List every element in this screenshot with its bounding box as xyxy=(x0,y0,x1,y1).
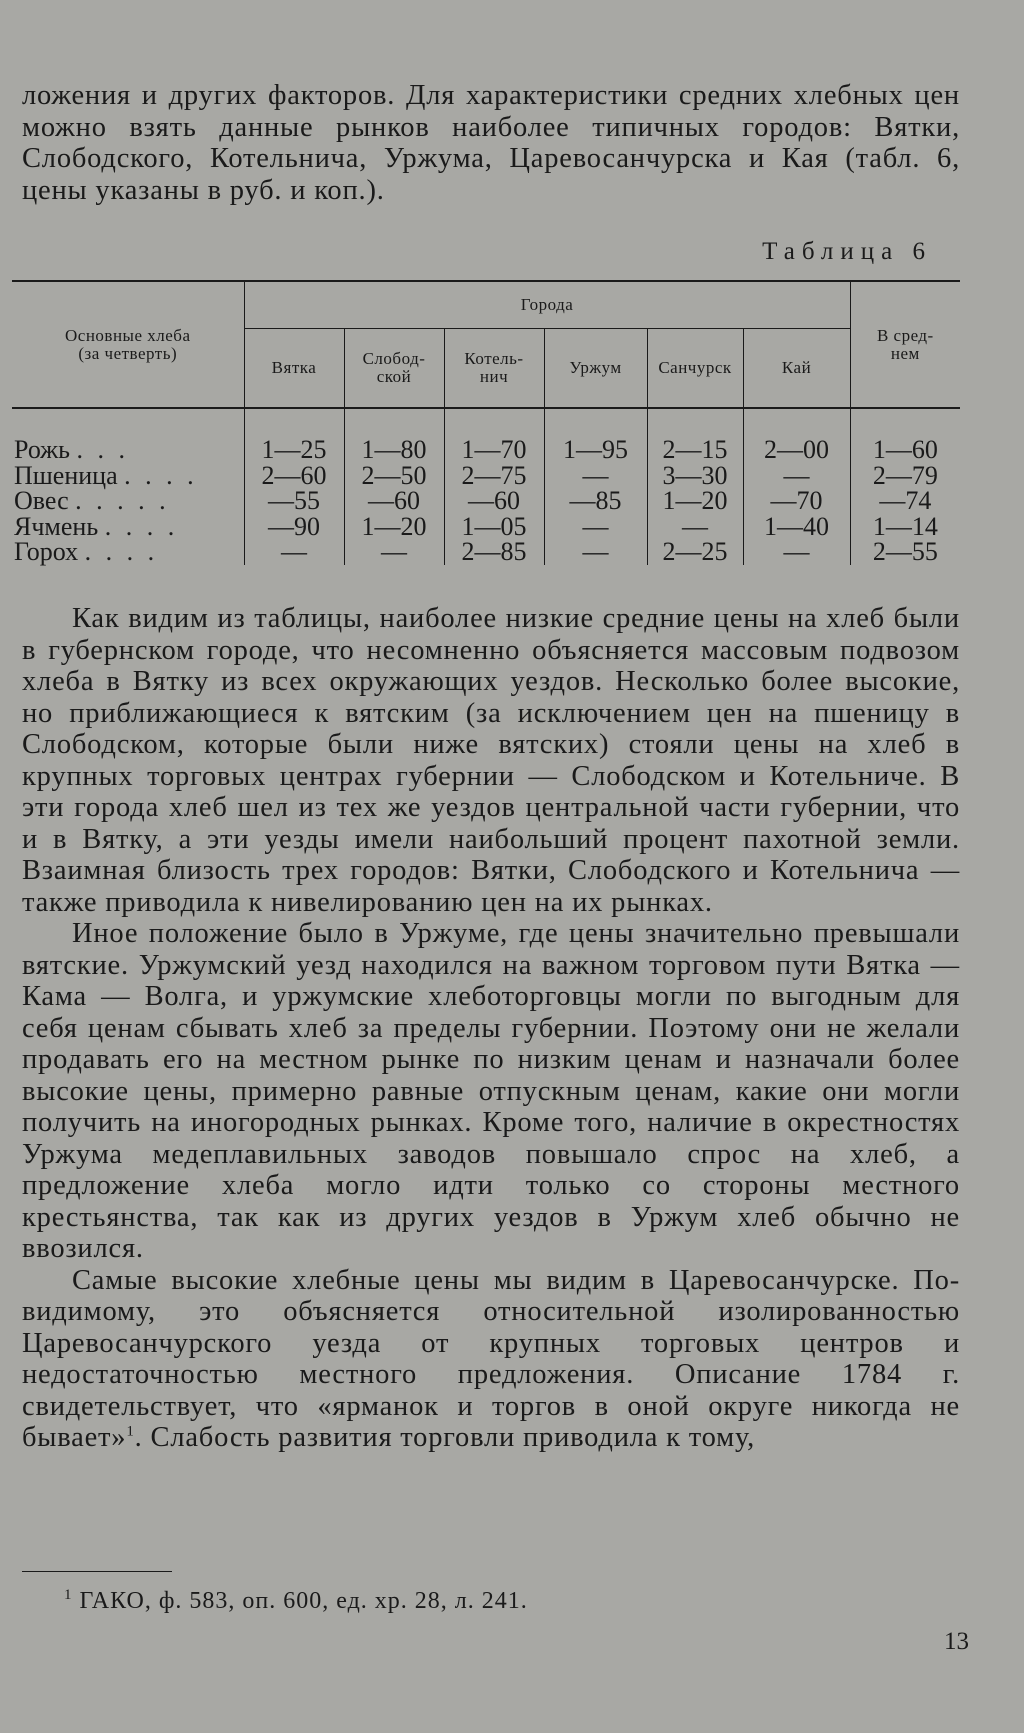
price-cell: —55 xyxy=(244,488,344,514)
city-header-kai: Кай xyxy=(743,329,850,409)
table-row xyxy=(12,514,960,540)
price-cell: —85 xyxy=(544,488,647,514)
average-column-header xyxy=(850,281,960,408)
price-cell: — xyxy=(743,463,850,489)
city-header-sanchursk: Санчурск xyxy=(647,329,743,409)
price-cell: 2—00 xyxy=(743,408,850,463)
row-label: Овес . . . . . xyxy=(14,486,170,515)
table-row xyxy=(12,463,960,489)
table-caption: Таблица 6 xyxy=(762,238,932,265)
price-cell: 1—25 xyxy=(244,408,344,463)
grain-price-table xyxy=(12,280,960,565)
price-cell: 1—20 xyxy=(647,488,743,514)
row-label: Рожь . . . xyxy=(14,435,129,464)
price-cell: 1—05 xyxy=(444,514,544,540)
intro-paragraph-block xyxy=(22,80,960,206)
footnote-divider xyxy=(22,1571,172,1572)
city-header-vyatka: Вятка xyxy=(244,329,344,409)
cities-group-header: Города xyxy=(244,281,850,329)
body-paragraph-2: Иное положение было в Уржуме, где цены значительно превышали вятские. Уржумский уезд находился на важном торговом пути Вятка — Кама — Волга, и уржумские хлеботорговцы могли по выгодным для себя ценам сбывать хлеб за пределы губернии. Поэтому они не желали продавать его на местном рынке по низким ценам и назначали более высокие цены, примерно равные отпускным ценам, какие они могли получить на иногородных рынках. Кроме того, наличие в окрестностях Уржума медеплавильных заводов повышало спрос на хлеб, а предложение хлеба могло идти только со стороны местного крестьянства, так как из других уездов в Уржум хлеб обычно не ввозился. xyxy=(22,918,960,1264)
average-cell: 2—55 xyxy=(850,539,960,565)
average-cell: 1—60 xyxy=(850,408,960,463)
price-cell: 1—80 xyxy=(344,408,444,463)
page-number: 13 xyxy=(944,1628,969,1655)
price-cell: 1—70 xyxy=(444,408,544,463)
price-cell: 2—15 xyxy=(647,408,743,463)
average-cell: 2—79 xyxy=(850,463,960,489)
body-paragraph-3 xyxy=(22,1265,960,1454)
price-cell: — xyxy=(544,539,647,565)
price-cell: —60 xyxy=(344,488,444,514)
price-cell: — xyxy=(544,463,647,489)
price-table-wrapper xyxy=(12,280,960,565)
price-cell: —90 xyxy=(244,514,344,540)
price-cell: — xyxy=(743,539,850,565)
average-cell: —74 xyxy=(850,488,960,514)
price-cell: — xyxy=(647,514,743,540)
body-paragraph-1: Как видим из таблицы, наиболее низкие средние цены на хлеб были в губернском городе, что несомненно объясняется массовым подвозом хлеба в Вятку из всех окружающих уездов. Несколько более высокие, но приближающиеся к вятским (за исключением цен на пшеницу в Слободском, которые были ниже вятских) стояли цены на хлеб в крупных торговых центрах губернии — Слободском и Котельниче. В эти города хлеб шел из тех же уездов центральной части губернии, что и в Вятку, а эти уезды имели наибольший процент пахотной земли. Взаимная близость трех городов: Вятки, Слободского и Котельнича — также приводила к нивелированию цен на их рынках. xyxy=(22,603,960,918)
price-cell: 1—95 xyxy=(544,408,647,463)
body-paragraph-3-end: . Слабость развития торговли приводила к тому, xyxy=(134,1422,756,1453)
grain-header-line2: (за четверть) xyxy=(78,343,178,363)
price-cell: 2—85 xyxy=(444,539,544,565)
footnote-text: ГАКО, ф. 583, оп. 600, ед. хр. 28, л. 241. xyxy=(72,1588,528,1614)
price-cell: — xyxy=(344,539,444,565)
average-header-line1: В сред- xyxy=(876,325,934,345)
price-cell: 2—50 xyxy=(344,463,444,489)
grain-header-line1: Основные хлеба xyxy=(65,325,191,345)
city-header-slobodskoy: Слобод- ской xyxy=(344,329,444,409)
footnote xyxy=(64,1588,528,1615)
city-header-urzhum: Уржум xyxy=(544,329,647,409)
price-cell: 2—75 xyxy=(444,463,544,489)
row-label: Пшеница . . . . xyxy=(14,460,198,490)
price-cell: 1—20 xyxy=(344,514,444,540)
footnote-reference: 1 xyxy=(126,1423,135,1440)
body-text-block xyxy=(22,603,960,1454)
price-cell: —60 xyxy=(444,488,544,514)
price-cell: 3—30 xyxy=(647,463,743,489)
grain-column-header xyxy=(12,281,244,408)
intro-paragraph: ложения и других факторов. Для характеристики средних хлебных цен можно взять данные рынков наиболее типичных городов: Вятки, Слободского, Котельнича, Уржума, Царевосанчурска и Кая (табл. 6, цены указаны в руб. и коп.). xyxy=(22,80,960,206)
price-cell: 1—40 xyxy=(743,514,850,540)
row-label: Горох . . . . xyxy=(14,537,159,566)
price-cell: —70 xyxy=(743,488,850,514)
table-row xyxy=(12,488,960,514)
footnote-mark: 1 xyxy=(64,1587,73,1603)
price-cell: — xyxy=(244,539,344,565)
average-header-line2: нем xyxy=(890,343,920,363)
table-row xyxy=(12,408,960,463)
table-row xyxy=(12,539,960,565)
row-label: Ячмень . . . . xyxy=(14,511,179,541)
price-cell: — xyxy=(544,514,647,540)
price-cell: 2—60 xyxy=(244,463,344,489)
city-header-kotelnich: Котель- нич xyxy=(444,329,544,409)
price-cell: 2—25 xyxy=(647,539,743,565)
body-paragraph-3-text: Самые высокие хлебные цены мы видим в Царевосанчурске. По-видимому, это объясняется относительной изолированностью Царевосанчурского уезда от крупных торговых центров и недостаточностью местного предложения. Описание 1784 г. свидетельствует, что «ярманок и торгов в оной округе никогда не бывает» xyxy=(22,1264,960,1453)
average-cell: 1—14 xyxy=(850,514,960,540)
